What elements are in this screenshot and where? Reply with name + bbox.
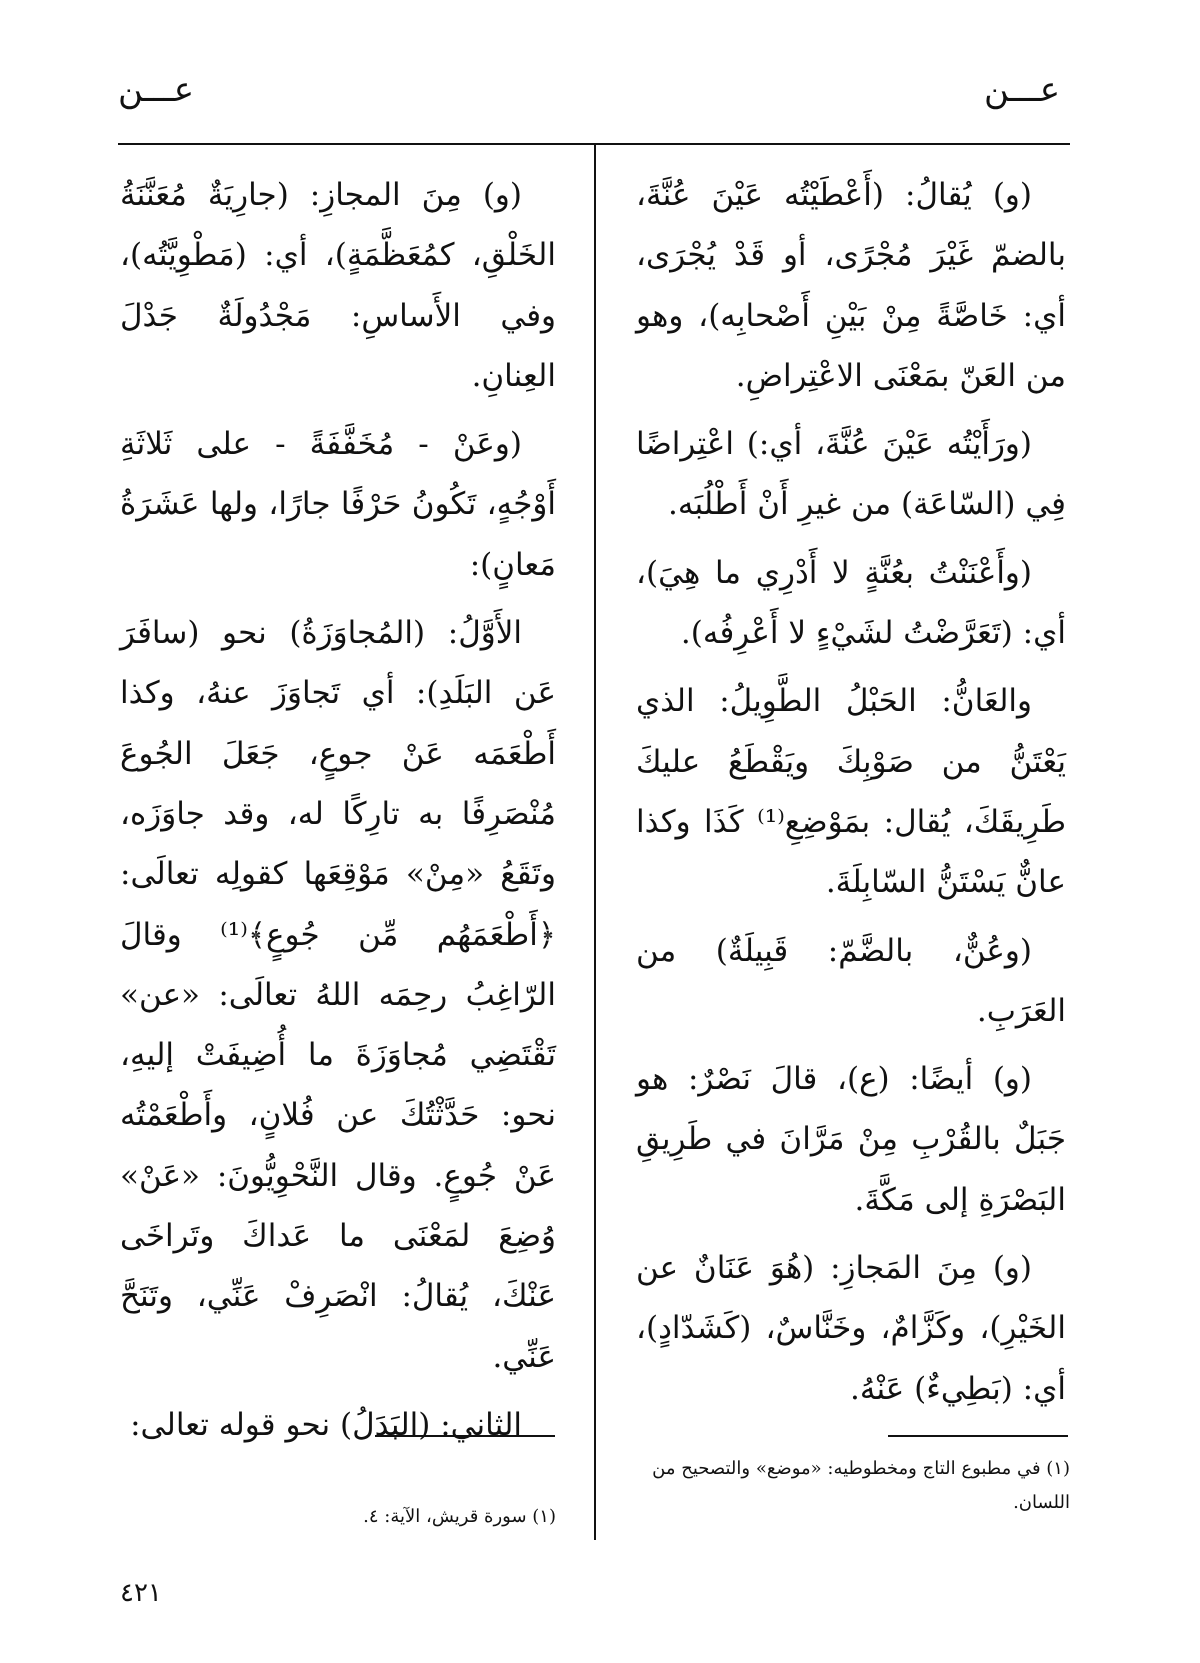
entry-paragraph: (و) مِنَ المجازِ: (جارِيَةٌ مُعَنَّنَةُ الخَلْقِ، كمُعَظَّمَةٍ)، أي: (مَطْوِيَّتُه)، وفي الأَساسِ: مَجْدُولَةٌ جَدْلَ العِنانِ. — [120, 177, 556, 394]
entry-paragraph: الثاني: (البَدَلُ) نحو قوله تعالى: — [130, 1406, 522, 1443]
running-head-right: عـــن — [983, 70, 1060, 110]
running-head-left: عـــن — [118, 70, 195, 110]
footnote-rule-right — [888, 1435, 1068, 1437]
entry-paragraph: (وعَنْ - مُخَفَّفَةً - على ثَلاثَةِ أَوْجُهٍ، تَكُونُ حَرْفًا جارًا، ولها عَشَرَةُ مَعانٍ): — [120, 426, 556, 583]
right-column — [636, 165, 1066, 1427]
footnote-left: (١) سورة قريش، الآية: ٤. — [363, 1506, 556, 1527]
entry-paragraph: الأَوَّلُ: (المُجاوَزَةُ) نحو (سافَرَ عَن البَلَدِ): أي تَجاوَزَ عنهُ، وكذا أَطْعَمَه عَنْ جوعٍ، جَعَلَ الجُوعَ مُنْصَرِفًا به تارِكًا له، وقد جاوَزَه، وتَقَعُ «مِنْ» مَوْقِعَها كقولِه تعالَى: ﴿أَطْعَمَهُم مِّن جُوعٍ﴾⁽¹⁾ وقالَ الرّاغِبُ رحِمَه اللهُ تعالَى: «عن» تَقْتَضِي مُجاوَزَةَ ما أُضِيفَتْ إليهِ، نحو: حَدَّثْتُكَ عن فُلانٍ، وأَطْعَمْتُه عَنْ جُوعٍ. وقال النَّحْوِيُّونَ: «عَنْ» وُضِعَ لمَعْنَى ما عَداكَ وتَراخَى عَنْكَ، يُقالُ: انْصَرِفْ عَنِّي، وتَنَحَّ عَنِّي. — [120, 615, 556, 1375]
left-column — [120, 165, 556, 1463]
footnote-right: (١) في مطبوع التاج ومخطوطيه: «موضع» والتصحيح من اللسان. — [652, 1458, 1070, 1513]
entry-paragraph: (وعُنٌّ، بالضَّمّ: قَبِيلَةٌ) من العَرَبِ. — [636, 932, 1066, 1029]
entry-paragraph: (وأَعْنَنْتُ بعُنَّةٍ لا أَدْرِي ما هِيَ)، أي: (تَعَرَّضْتُ لشَيْءٍ لا أَعْرِفُه). — [636, 554, 1066, 652]
entry-paragraph: (و) يُقالُ: (أَعْطَيْتُه عَيْنَ عُنَّةَ، بالضمّ غَيْرَ مُجْرًى، أو قَدْ يُجْرَى، أي: خَاصَّةً مِنْ بَيْنِ أَصْحابِه)، وهو من العَنّ بمَعْنَى الاعْتِراضِ. — [636, 177, 1066, 394]
entry-paragraph: (و) أيضًا: (ع)، قالَ نَصْرٌ: هو جَبَلٌ بالقُرْبِ مِنْ مَرَّانَ في طَرِيقِ البَصْرَةِ إلى مَكَّةَ. — [636, 1061, 1066, 1218]
column-divider — [594, 145, 596, 1540]
page-number: ٤٢١ — [120, 1578, 162, 1608]
footnote-rule-left — [375, 1435, 555, 1437]
entry-paragraph: والعَانُّ: الحَبْلُ الطَّوِيلُ: الذي يَعْتَنُّ من صَوْبِكَ ويَقْطَعُ عليكَ طَرِيقَكَ، يُقال: بمَوْضِعِ⁽¹⁾ كَذَا وكذا عانٌّ يَسْتَنُّ السّابِلَةَ. — [636, 683, 1067, 901]
entry-paragraph: (ورَأَيْتُه عَيْنَ عُنَّةَ، أي:) اعْتِراضًا فِي (السّاعَة) من غيرِ أَنْ أَطْلُبَه. — [636, 426, 1066, 523]
entry-paragraph: (و) مِنَ المَجازِ: (هُوَ عَنَانٌ عن الخَيْرِ)، وكَزَّامٌ، وخَنَّاسٌ، (كَشَدّادٍ)، أي: (بَطِيءٌ) عَنْهُ. — [636, 1250, 1066, 1407]
